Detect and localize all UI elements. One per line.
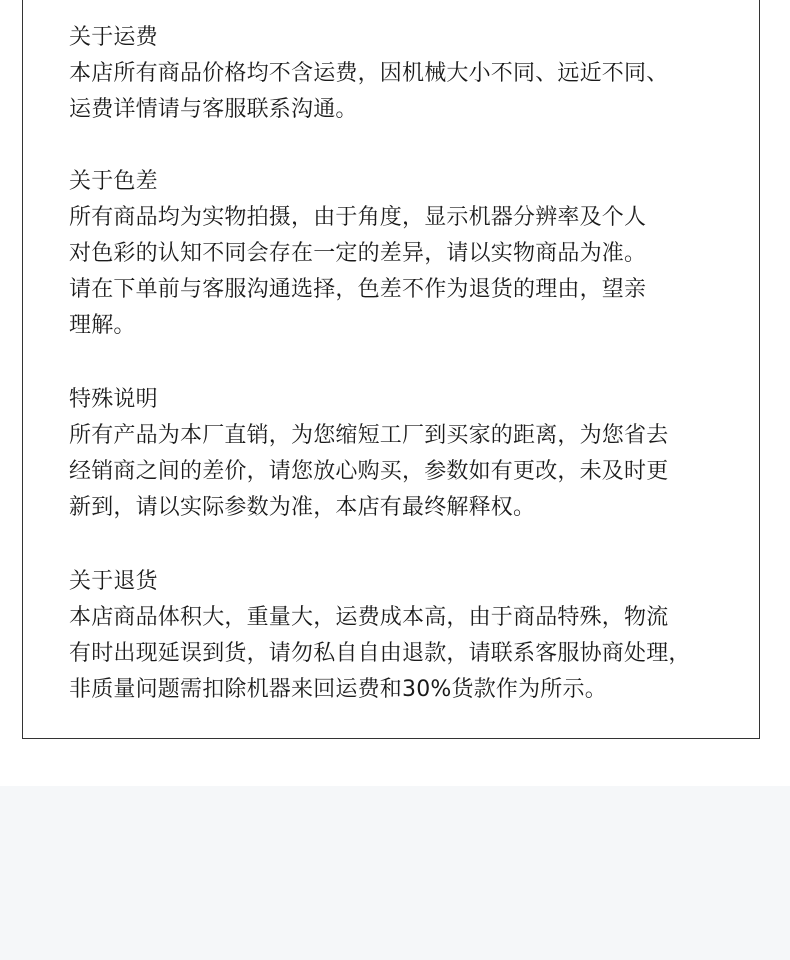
section-text-line: 本店商品体积大，重量大，运费成本高，由于商品特殊，物流 bbox=[69, 605, 669, 630]
section-text-line: 对色彩的认知不同会存在一定的差异，请以实物商品为准。 bbox=[69, 241, 647, 266]
section-text-line: 所有商品均为实物拍摄，由于角度，显示机器分辨率及个人 bbox=[69, 205, 647, 230]
section-text-line: 有时出现延误到货，请勿私自自由退款，请联系客服协商处理， bbox=[69, 641, 691, 666]
section-text-line: 所有产品为本厂直销，为您缩短工厂到买家的距离，为您省去 bbox=[69, 423, 669, 448]
section-text-line: 本店所有商品价格均不含运费，因机械大小不同、远近不同、 bbox=[69, 61, 669, 86]
section-text-line: 非质量问题需扣除机器来回运费和30%货款作为所示。 bbox=[69, 677, 607, 702]
section-text-line: 运费详情请与客服联系沟通。 bbox=[69, 97, 358, 122]
section-text-line: 请在下单前与客服沟通选择，色差不作为退货的理由，望亲 bbox=[69, 277, 647, 302]
returns-section bbox=[69, 564, 749, 708]
footer-background bbox=[0, 786, 790, 960]
color-difference-section bbox=[69, 164, 749, 344]
section-title: 关于运费 bbox=[69, 25, 158, 50]
section-title: 关于色差 bbox=[69, 169, 158, 194]
shipping-section bbox=[69, 20, 749, 128]
special-notes-section bbox=[69, 382, 749, 526]
section-text-line: 理解。 bbox=[69, 313, 136, 338]
store-policy-notice bbox=[22, 0, 760, 739]
section-title: 特殊说明 bbox=[69, 387, 158, 412]
section-text-line: 经销商之间的差价，请您放心购买，参数如有更改，未及时更 bbox=[69, 459, 669, 484]
section-text-line: 新到，请以实际参数为准，本店有最终解释权。 bbox=[69, 495, 536, 520]
section-title: 关于退货 bbox=[69, 569, 158, 594]
